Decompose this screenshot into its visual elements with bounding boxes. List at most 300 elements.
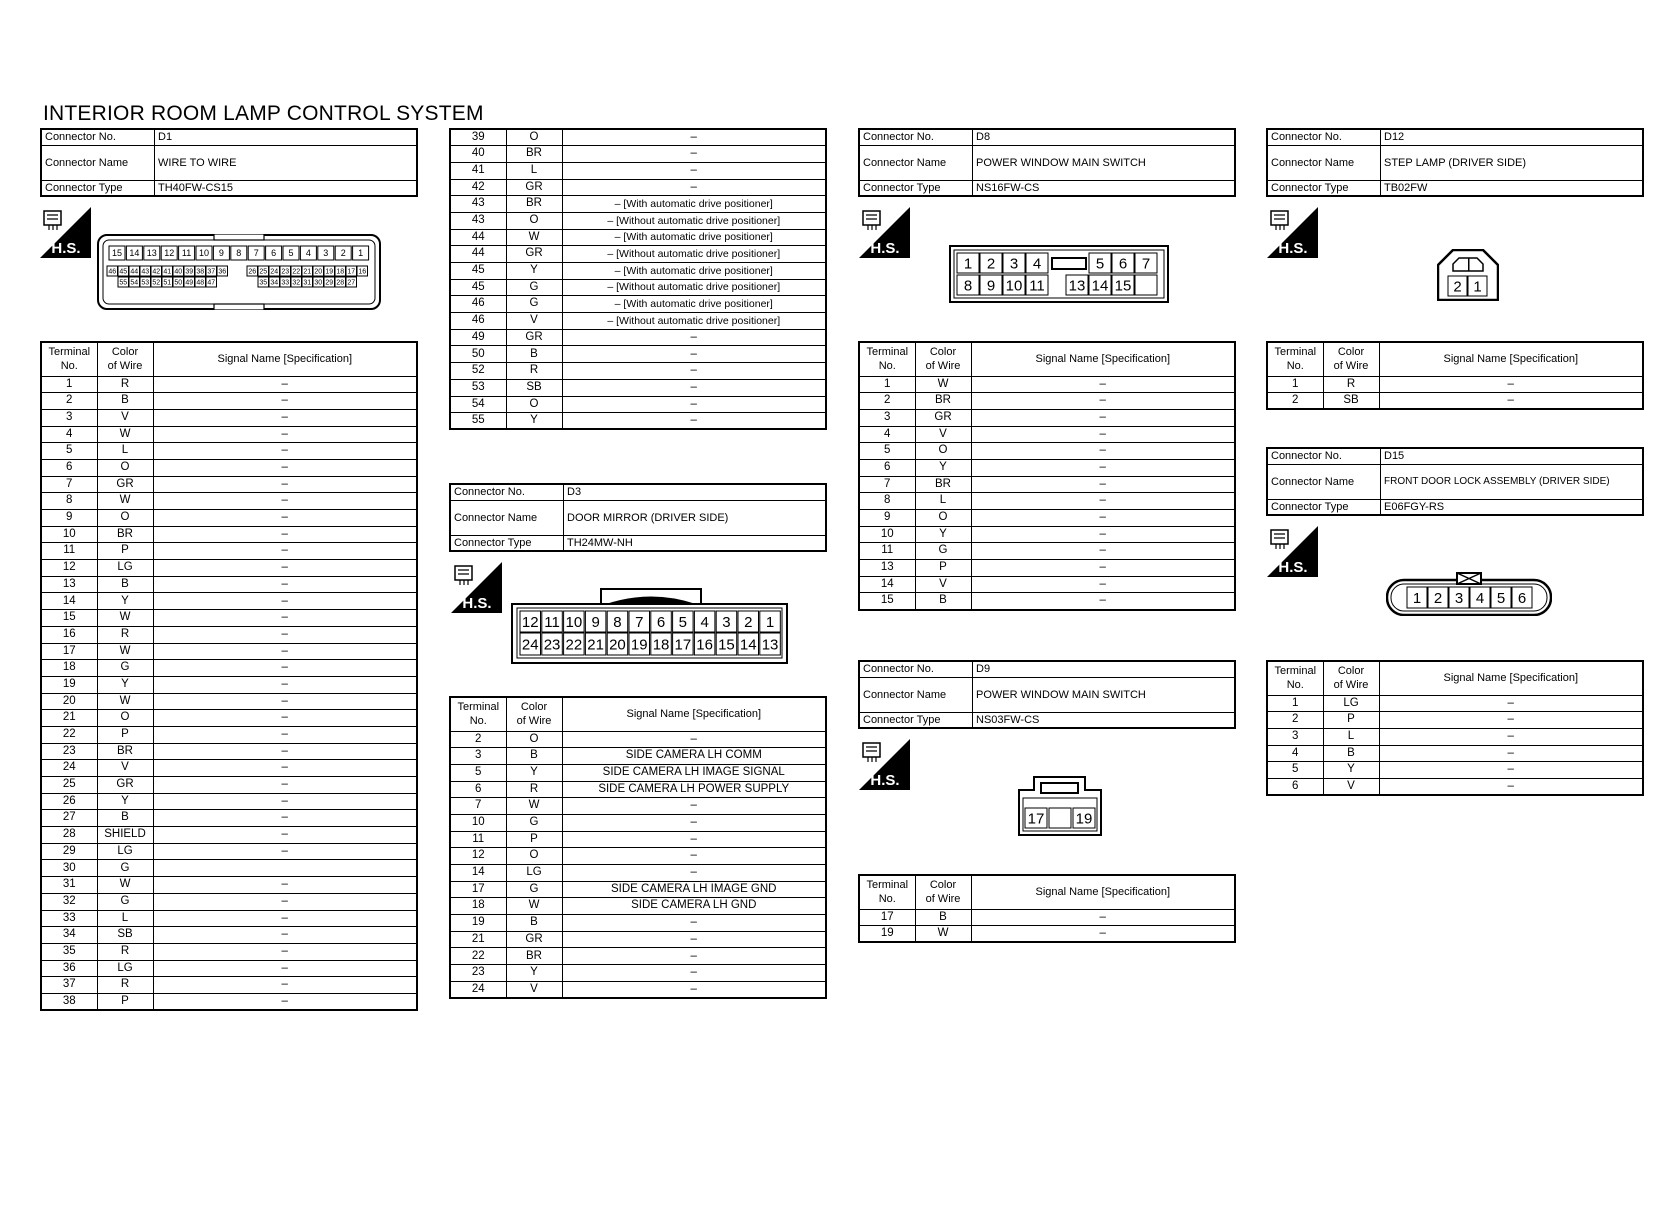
wire-color-cell: O — [915, 510, 971, 527]
signal-name-cell: – — [562, 396, 826, 413]
pin-label: 51 — [163, 279, 172, 287]
pin-label: 11 — [181, 248, 192, 259]
signal-name-cell: – — [562, 179, 826, 196]
terminal-no-cell: 5 — [859, 443, 915, 460]
terminal-no-cell: 11 — [859, 543, 915, 560]
wire-color-cell: R — [97, 943, 153, 960]
signal-name-cell: – — [562, 931, 826, 948]
wire-color-cell: B — [506, 346, 562, 363]
wire-color-cell: L — [97, 910, 153, 927]
connector-no-label: Connector No. — [1267, 448, 1381, 464]
pin-label: 45 — [119, 268, 128, 276]
signal-name-cell: – [Without automatic drive positioner] — [562, 313, 826, 330]
table-row — [450, 162, 826, 179]
pin-label: 6 — [271, 248, 277, 259]
wire-color-cell: GR — [97, 476, 153, 493]
color-of-wire-header: Color of Wire — [915, 875, 971, 909]
wire-color-cell: W — [506, 798, 562, 815]
terminal-no-cell: 9 — [859, 510, 915, 527]
table-row — [859, 476, 1235, 493]
wire-color-cell: W — [97, 693, 153, 710]
terminal-no-cell: 5 — [1267, 762, 1323, 779]
terminal-no-cell: 10 — [450, 814, 506, 831]
connector-name-label: Connector Name — [41, 145, 155, 180]
terminal-no-cell: 14 — [859, 576, 915, 593]
pin-label: 19 — [1075, 810, 1093, 828]
table-row — [41, 710, 417, 727]
connector-name-label: Connector Name — [859, 145, 973, 180]
table-row — [41, 626, 417, 643]
table-row — [41, 777, 417, 794]
connector-type-value: TH40FW-CS15 — [155, 180, 418, 196]
terminal-no-cell: 22 — [41, 726, 97, 743]
terminal-no-cell: 39 — [450, 129, 506, 146]
signal-name-cell: – — [971, 909, 1235, 926]
table-row — [41, 643, 417, 660]
terminal-no-cell: 15 — [859, 593, 915, 610]
terminal-no-cell: 24 — [450, 981, 506, 998]
terminal-no-cell: 41 — [450, 162, 506, 179]
signal-name-cell: – — [971, 593, 1235, 610]
hs-badge-label: H.S. — [1278, 559, 1308, 576]
signal-name-cell: – — [153, 560, 417, 577]
terminal-no-cell: 19 — [41, 676, 97, 693]
connector-type-label: Connector Type — [41, 180, 155, 196]
wire-color-cell: P — [506, 831, 562, 848]
table-row — [859, 926, 1235, 943]
connector-no-value: D15 — [1381, 448, 1644, 464]
harness-side-icon — [859, 739, 910, 790]
connector-d8-face — [949, 245, 1169, 303]
table-row — [41, 576, 417, 593]
pin-label: 19 — [630, 636, 648, 654]
terminal-no-cell: 46 — [450, 296, 506, 313]
wire-color-cell: B — [506, 748, 562, 765]
pin-label: 14 — [129, 248, 140, 259]
terminal-no-cell: 12 — [41, 560, 97, 577]
wire-color-cell: G — [506, 814, 562, 831]
wire-color-cell: Y — [1323, 762, 1379, 779]
wire-color-cell: SHIELD — [97, 827, 153, 844]
terminal-no-cell: 23 — [450, 965, 506, 982]
terminal-no-cell: 14 — [450, 865, 506, 882]
harness-side-icon — [40, 207, 91, 258]
connector-d1-face — [97, 234, 381, 310]
wire-color-cell: G — [506, 296, 562, 313]
table-row — [450, 764, 826, 781]
table-row — [1267, 745, 1643, 762]
signal-name-cell: – — [153, 643, 417, 660]
terminal-no-cell: 35 — [41, 943, 97, 960]
pin-label: 9 — [591, 613, 600, 631]
connector-name-value: STEP LAMP (DRIVER SIDE) — [1381, 145, 1644, 180]
terminal-no-cell: 3 — [450, 748, 506, 765]
wire-color-cell: GR — [97, 777, 153, 794]
signal-name-cell: – — [153, 626, 417, 643]
signal-name-cell: – — [153, 476, 417, 493]
pin-label: 5 — [1496, 589, 1506, 607]
terminal-no-cell: 3 — [41, 409, 97, 426]
table-row — [450, 296, 826, 313]
table-row — [41, 393, 417, 410]
signal-name-cell: – — [153, 827, 417, 844]
wire-color-cell: LG — [97, 843, 153, 860]
connector-d12-header — [1266, 128, 1644, 197]
pin-label: 6 — [656, 613, 666, 631]
table-row — [450, 229, 826, 246]
table-row — [41, 610, 417, 627]
signal-name-cell: – — [153, 393, 417, 410]
terminal-no-cell: 16 — [41, 626, 97, 643]
terminal-no-cell: 17 — [859, 909, 915, 926]
table-row — [450, 965, 826, 982]
color-of-wire-header: Color of Wire — [915, 342, 971, 376]
pin-label: 18 — [652, 636, 670, 654]
pin-label: 2 — [1433, 589, 1443, 607]
wire-color-cell: V — [97, 409, 153, 426]
table-row — [41, 560, 417, 577]
harness-side-icon — [859, 207, 910, 258]
pin-label: 22 — [565, 636, 583, 654]
color-of-wire-header: Color of Wire — [1323, 342, 1379, 376]
signal-name-cell: – [Without automatic drive positioner] — [562, 279, 826, 296]
connector-name-value: FRONT DOOR LOCK ASSEMBLY (DRIVER SIDE) — [1381, 464, 1644, 499]
terminal-no-cell: 7 — [859, 476, 915, 493]
table-row — [450, 129, 826, 146]
terminal-no-cell: 43 — [450, 196, 506, 213]
table-row — [450, 363, 826, 380]
signal-name-cell: – — [562, 831, 826, 848]
connector-d3-header — [449, 483, 827, 552]
signal-name-cell: – — [971, 493, 1235, 510]
connector-type-label: Connector Type — [1267, 499, 1381, 515]
table-row — [41, 860, 417, 877]
wire-color-cell: B — [1323, 745, 1379, 762]
pin-label: 9 — [986, 277, 996, 295]
terminal-no-cell: 11 — [450, 831, 506, 848]
pin-label: 41 — [163, 268, 172, 276]
table-row — [859, 560, 1235, 577]
pin-label: 9 — [218, 248, 224, 259]
terminal-no-cell: 2 — [450, 731, 506, 748]
terminal-table-d9 — [858, 874, 1236, 943]
pin-label: 20 — [314, 268, 323, 276]
table-row — [450, 898, 826, 915]
pin-label: 1 — [358, 248, 364, 259]
pin-label: 30 — [314, 279, 323, 287]
table-row — [859, 426, 1235, 443]
signal-name-cell: – — [153, 543, 417, 560]
pin-label: 7 — [635, 613, 644, 631]
table-row — [450, 263, 826, 280]
terminal-no-cell: 22 — [450, 948, 506, 965]
table-row — [450, 831, 826, 848]
table-row — [450, 798, 826, 815]
pin-label: 22 — [292, 268, 301, 276]
pin-label: 40 — [174, 268, 183, 276]
d1-top-pins — [109, 246, 369, 260]
pin-label: 1 — [1412, 589, 1422, 607]
wire-color-cell: R — [506, 363, 562, 380]
wire-color-cell: P — [1323, 712, 1379, 729]
terminal-no-cell: 44 — [450, 229, 506, 246]
pin-label: 31 — [303, 279, 312, 287]
pin-label: 16 — [696, 636, 713, 654]
terminal-no-cell: 25 — [41, 777, 97, 794]
d9-pins — [1025, 808, 1095, 828]
table-row — [41, 443, 417, 460]
terminal-no-header: Terminal No. — [1267, 661, 1323, 695]
pin-label: 6 — [1517, 589, 1527, 607]
pin-label: 17 — [674, 636, 692, 654]
wire-color-cell: O — [97, 510, 153, 527]
pin-label: 3 — [1009, 255, 1019, 273]
table-row — [450, 212, 826, 229]
signal-name-cell: – — [153, 510, 417, 527]
table-row — [41, 660, 417, 677]
table-row — [41, 476, 417, 493]
pin-label: 16 — [358, 268, 367, 276]
signal-name-cell: – [With automatic drive positioner] — [562, 263, 826, 280]
wire-color-cell: W — [506, 229, 562, 246]
pin-label: 14 — [739, 636, 757, 654]
signal-name-cell: – — [153, 526, 417, 543]
signal-name-cell: SIDE CAMERA LH IMAGE GND — [562, 881, 826, 898]
connector-type-label: Connector Type — [859, 180, 973, 196]
connector-type-value: E06FGY-RS — [1381, 499, 1644, 515]
pin-label: 5 — [288, 248, 294, 259]
pin-label: 29 — [325, 279, 334, 287]
terminal-no-cell: 17 — [450, 881, 506, 898]
pin-label: 23 — [281, 268, 290, 276]
table-row — [450, 196, 826, 213]
terminal-no-header: Terminal No. — [859, 342, 915, 376]
wire-color-cell: LG — [97, 560, 153, 577]
wire-color-cell: V — [506, 981, 562, 998]
table-row — [450, 781, 826, 798]
pin-label: 48 — [196, 279, 205, 287]
signal-name-header: Signal Name [Specification] — [562, 697, 826, 731]
hs-badge-label: H.S. — [51, 240, 81, 257]
terminal-no-cell: 24 — [41, 760, 97, 777]
pin-label: 2 — [986, 255, 996, 273]
connector-no-label: Connector No. — [41, 129, 155, 145]
table-row — [41, 676, 417, 693]
signal-name-cell: – — [562, 798, 826, 815]
signal-name-cell: – — [153, 843, 417, 860]
connector-d15-face — [1386, 572, 1552, 616]
wire-color-cell: G — [506, 881, 562, 898]
wire-color-cell: BR — [915, 393, 971, 410]
terminal-no-cell: 23 — [41, 743, 97, 760]
pin-label: 2 — [340, 248, 346, 259]
pin-label: 15 — [111, 248, 123, 259]
signal-name-cell: – — [971, 543, 1235, 560]
signal-name-cell: – — [1379, 393, 1643, 410]
connector-no-value: D8 — [973, 129, 1236, 145]
terminal-no-header: Terminal No. — [450, 697, 506, 731]
pin-label: 3 — [323, 248, 329, 259]
pin-label: 12 — [521, 613, 539, 631]
table-row — [450, 246, 826, 263]
signal-name-cell: – — [153, 576, 417, 593]
pin-label: 44 — [130, 268, 139, 276]
connector-type-label: Connector Type — [1267, 180, 1381, 196]
wire-color-cell: Y — [506, 263, 562, 280]
signal-name-cell: – — [153, 893, 417, 910]
connector-d8-header — [858, 128, 1236, 197]
signal-name-cell: – — [971, 393, 1235, 410]
signal-name-cell: – — [1379, 695, 1643, 712]
pin-label: 6 — [1118, 255, 1128, 273]
signal-name-cell: – [With automatic drive positioner] — [562, 296, 826, 313]
pin-label: 28 — [336, 279, 345, 287]
connector-type-value: TB02FW — [1381, 180, 1644, 196]
signal-name-cell: SIDE CAMERA LH POWER SUPPLY — [562, 781, 826, 798]
table-row — [41, 510, 417, 527]
pin-label: 5 — [678, 613, 688, 631]
terminal-no-cell: 34 — [41, 927, 97, 944]
connector-type-value: NS16FW-CS — [973, 180, 1236, 196]
terminal-no-cell: 3 — [859, 409, 915, 426]
terminal-table-d3 — [449, 696, 827, 999]
table-row — [859, 459, 1235, 476]
connector-d1-header — [40, 128, 418, 197]
table-row — [41, 593, 417, 610]
pin-label: 10 — [565, 613, 583, 631]
terminal-no-cell: 6 — [1267, 778, 1323, 795]
pin-label: 4 — [700, 613, 709, 631]
wire-color-cell: V — [97, 760, 153, 777]
signal-name-cell: – — [562, 379, 826, 396]
table-row — [859, 393, 1235, 410]
pin-label: 39 — [185, 268, 194, 276]
wire-color-cell: B — [506, 915, 562, 932]
pin-label: 42 — [152, 268, 161, 276]
hs-badge-label: H.S. — [1278, 240, 1308, 257]
pin-label: 3 — [1454, 589, 1464, 607]
terminal-no-cell: 13 — [859, 560, 915, 577]
table-row — [450, 814, 826, 831]
terminal-no-cell: 13 — [41, 576, 97, 593]
signal-name-cell: – — [153, 977, 417, 994]
table-row — [859, 443, 1235, 460]
pin-label: 1 — [765, 613, 775, 631]
terminal-no-cell: 12 — [450, 848, 506, 865]
terminal-no-cell: 45 — [450, 263, 506, 280]
signal-name-cell: – — [562, 814, 826, 831]
pin-label: 13 — [761, 636, 779, 654]
terminal-no-cell: 15 — [41, 610, 97, 627]
terminal-no-cell: 42 — [450, 179, 506, 196]
signal-name-cell: SIDE CAMERA LH COMM — [562, 748, 826, 765]
connector-no-label: Connector No. — [859, 661, 973, 677]
pin-label: 47 — [207, 279, 216, 287]
terminal-no-header: Terminal No. — [1267, 342, 1323, 376]
pin-label: 26 — [248, 268, 257, 276]
connector-d3-face — [511, 586, 788, 664]
pin-label: 36 — [218, 268, 227, 276]
table-row — [41, 409, 417, 426]
signal-name-cell: – — [971, 459, 1235, 476]
pin-label: 33 — [281, 279, 290, 287]
pin-label: 4 — [1032, 255, 1042, 273]
signal-name-cell: – — [562, 346, 826, 363]
connector-name-value: DOOR MIRROR (DRIVER SIDE) — [564, 500, 827, 535]
table-row — [859, 576, 1235, 593]
pin-label: 52 — [152, 279, 161, 287]
terminal-no-cell: 1 — [859, 376, 915, 393]
table-row — [1267, 778, 1643, 795]
signal-name-cell: – — [562, 848, 826, 865]
terminal-no-cell: 5 — [450, 764, 506, 781]
terminal-no-cell: 10 — [859, 526, 915, 543]
connector-no-label: Connector No. — [1267, 129, 1381, 145]
signal-name-cell: – — [1379, 745, 1643, 762]
signal-name-cell: – — [562, 413, 826, 430]
terminal-no-cell: 49 — [450, 329, 506, 346]
connector-d12-face — [1437, 249, 1499, 301]
signal-name-cell: – — [971, 409, 1235, 426]
wire-color-cell: LG — [1323, 695, 1379, 712]
pin-label: 54 — [130, 279, 139, 287]
signal-name-header: Signal Name [Specification] — [1379, 661, 1643, 695]
terminal-no-cell: 30 — [41, 860, 97, 877]
signal-name-header: Signal Name [Specification] — [971, 342, 1235, 376]
wire-color-cell: V — [1323, 778, 1379, 795]
connector-type-label: Connector Type — [450, 535, 564, 551]
table-row — [41, 810, 417, 827]
terminal-no-cell: 17 — [41, 643, 97, 660]
wire-color-cell: B — [915, 909, 971, 926]
table-row — [41, 793, 417, 810]
pin-label: 50 — [174, 279, 183, 287]
wire-color-cell: O — [506, 396, 562, 413]
signal-name-cell: – — [153, 943, 417, 960]
wire-color-cell: O — [97, 459, 153, 476]
connector-name-label: Connector Name — [1267, 464, 1381, 499]
terminal-no-cell: 18 — [450, 898, 506, 915]
terminal-no-cell: 8 — [859, 493, 915, 510]
table-row — [41, 827, 417, 844]
signal-name-cell: – — [153, 810, 417, 827]
wire-color-cell: R — [97, 626, 153, 643]
table-row — [450, 396, 826, 413]
terminal-no-cell: 7 — [450, 798, 506, 815]
connector-type-label: Connector Type — [859, 712, 973, 728]
signal-name-cell: – — [1379, 762, 1643, 779]
table-row — [450, 848, 826, 865]
terminal-no-cell: 4 — [41, 426, 97, 443]
table-row — [450, 346, 826, 363]
connector-no-value: D12 — [1381, 129, 1644, 145]
table-row — [41, 927, 417, 944]
table-row — [450, 179, 826, 196]
terminal-no-cell: 5 — [41, 443, 97, 460]
terminal-no-cell: 55 — [450, 413, 506, 430]
wire-color-cell: Y — [506, 413, 562, 430]
wire-color-cell: O — [915, 443, 971, 460]
wire-color-cell: P — [97, 726, 153, 743]
table-row — [1267, 695, 1643, 712]
pin-label: 18 — [336, 268, 345, 276]
terminal-no-cell: 27 — [41, 810, 97, 827]
table-row — [41, 743, 417, 760]
wire-color-cell: G — [915, 543, 971, 560]
table-row — [859, 409, 1235, 426]
signal-name-cell: – — [153, 743, 417, 760]
wire-color-cell: W — [97, 610, 153, 627]
